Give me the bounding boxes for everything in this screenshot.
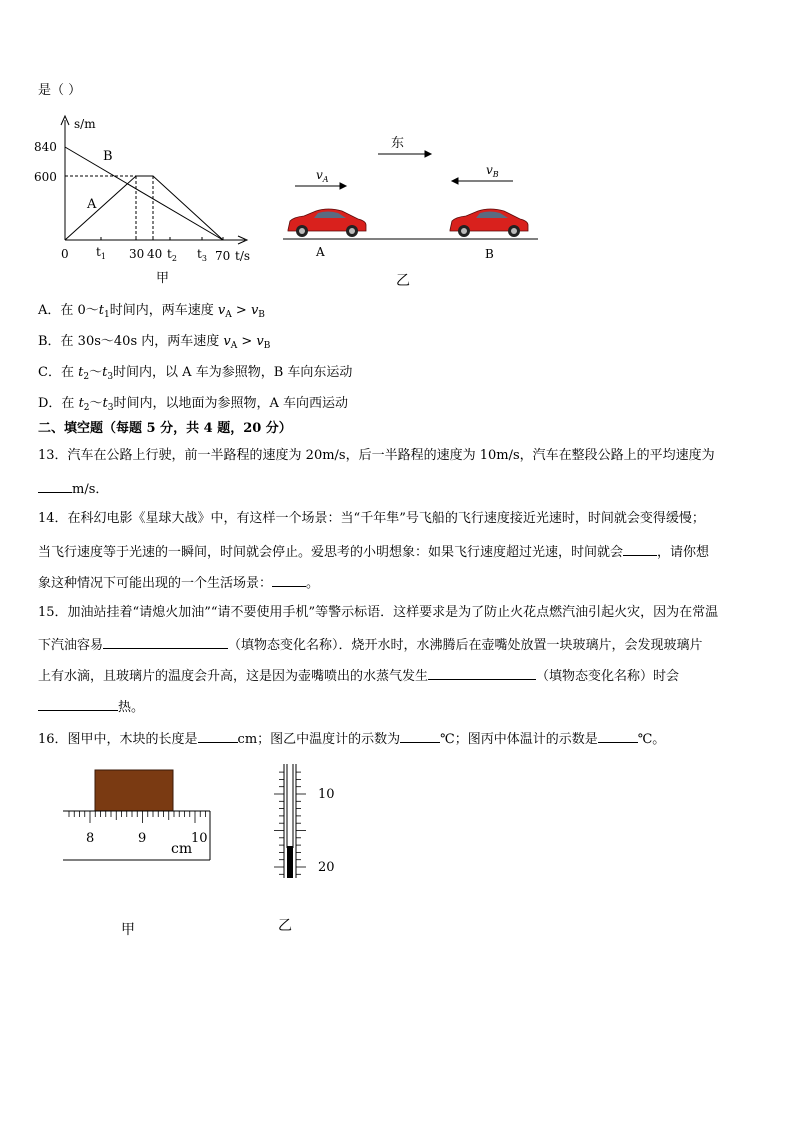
q16-blank2 xyxy=(400,730,440,743)
st-graph xyxy=(30,112,260,287)
q14-line3: 象这种情况下可能出现的一个生活场景： 。 xyxy=(38,576,320,591)
car-B-label: B xyxy=(485,247,494,261)
vA-label: $v_A$ xyxy=(316,168,329,184)
ruler-unit: cm xyxy=(171,841,193,857)
tick-70: 70 xyxy=(215,249,231,263)
q16-blank1 xyxy=(198,730,238,743)
liquid-column xyxy=(287,846,293,878)
option-C: C．在 $t_2\sim t_3$时间内，以 A 车为参照物，B 车向东运动 xyxy=(38,365,353,382)
ruler-label-9: 9 xyxy=(138,831,147,846)
q14-blank2 xyxy=(272,574,306,587)
q15-line3: 上有水滴，且玻璃片的温度会升高，这是因为壶嘴喷出的水蒸气发生 （填物态变化名称）时会 xyxy=(38,669,680,684)
wood-block xyxy=(95,770,173,811)
q13-line1: 13．汽车在公路上行驶，前一半路程的速度为 20m/s，后一半路程的速度为 10m/s，汽车在整段公路上的平均速度为 xyxy=(38,448,715,463)
ruler-figure xyxy=(55,760,225,940)
y-label: s/m xyxy=(74,117,96,131)
thermo-label-10: 10 xyxy=(318,787,335,802)
tick-840: 840 xyxy=(34,140,57,154)
tick-600: 600 xyxy=(34,170,57,184)
option-A: A．在 $0\sim t_1$时间内，两车速度 $v_A > v_B$ xyxy=(38,303,265,320)
label-B: B xyxy=(103,149,113,164)
ruler-label-8: 8 xyxy=(86,831,95,846)
thermometer-figure xyxy=(262,760,352,940)
q15-blank1 xyxy=(103,636,228,649)
caption-thermometer: 乙 xyxy=(278,918,292,934)
option-D: D．在 $t_2\sim t_3$时间内，以地面为参照物，A 车向西运动 xyxy=(38,396,349,413)
east-label: 东 xyxy=(391,136,405,151)
tick-t2: $t_2$ xyxy=(167,247,177,263)
tick-40: 40 xyxy=(147,247,163,261)
option-B: B．在 30s～40s 内，两车速度 $v_A > v_B$ xyxy=(38,334,271,351)
label-A: A xyxy=(87,197,97,212)
q13-blank xyxy=(38,480,72,493)
tick-30: 30 xyxy=(129,247,145,261)
q13-line2: m/s． xyxy=(38,480,108,498)
ruler-label-10: 10 xyxy=(191,831,208,846)
vB-label: $v_B$ xyxy=(486,163,499,179)
car-A xyxy=(288,209,366,237)
q15-blank3 xyxy=(38,698,118,711)
cars-diagram xyxy=(280,125,545,290)
q15-line1: 15．加油站挂着“请熄火加油”“请不要使用手机”等警示标语．这样要求是为了防止火花点燃汽油引起火灾，因为在常温 xyxy=(38,605,719,620)
q14-blank1 xyxy=(623,543,657,556)
q16-blank3 xyxy=(598,730,638,743)
q15-line2: 下汽油容易 （填物态变化名称）．烧开水时，水沸腾后在壶嘴处放置一块玻璃片，会发现玻璃片 xyxy=(38,638,703,653)
tick-t1: $t_1$ xyxy=(96,245,106,261)
q14-line2: 当飞行速度等于光速的一瞬间，时间就会停止。爱思考的小明想象：如果飞行速度超过光速，时间就会 ，请你想 xyxy=(38,545,710,560)
section-heading: 二、填空题（每题 5 分，共 4 题，20 分） xyxy=(38,421,292,436)
caption-yi: 乙 xyxy=(396,273,410,289)
q15-line4: 热。 xyxy=(38,698,144,716)
question-continuation: 是（ ） xyxy=(38,83,82,98)
q16-line: 16．图甲中，木块的长度是 cm；图乙中温度计的示数为 ℃；图丙中体温计的示数是 ℃。 xyxy=(38,732,666,747)
line-B xyxy=(65,147,223,240)
q14-line1: 14．在科幻电影《星球大战》中，有这样一个场景：当“千年隼”号飞船的飞行速度接近光速时，时间就会变得缓慢； xyxy=(38,511,705,526)
x-label: t/s xyxy=(235,249,251,263)
car-A-label: A xyxy=(316,245,325,259)
tick-t3: $t_3$ xyxy=(197,247,207,263)
q15-blank2 xyxy=(428,667,536,680)
caption-ruler: 甲 xyxy=(121,922,135,938)
car-B xyxy=(450,209,528,237)
caption-jia: 甲 xyxy=(156,271,170,286)
thermo-label-20: 20 xyxy=(318,860,335,875)
origin: 0 xyxy=(61,247,69,261)
